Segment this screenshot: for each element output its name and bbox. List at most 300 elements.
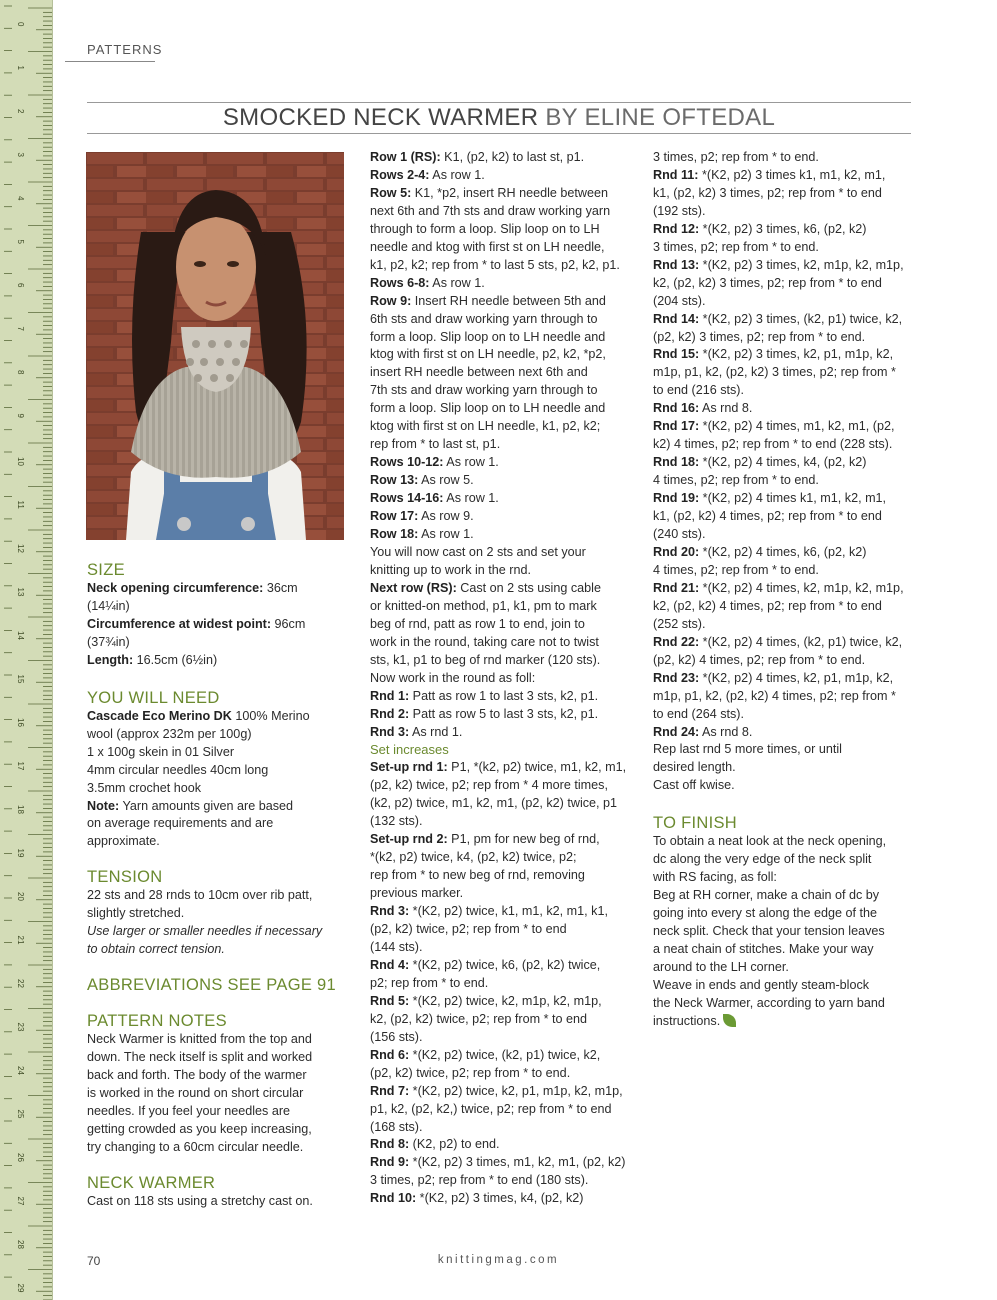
instruction-line xyxy=(370,1119,634,1137)
instruction-line xyxy=(370,400,634,418)
instruction-line xyxy=(370,706,634,724)
ruler-label: 16 xyxy=(16,718,25,727)
instruction-line xyxy=(370,203,634,221)
instruction-line xyxy=(370,921,634,939)
line-label: Rnd 22: xyxy=(653,634,700,649)
instruction-line xyxy=(370,670,634,688)
line-text: k2, (p2, k2) 3 times, p2; rep from * to end xyxy=(653,275,882,290)
instruction-line xyxy=(370,724,634,742)
ruler-label: 4 xyxy=(16,196,25,201)
materials-line xyxy=(87,833,349,851)
instruction-line xyxy=(370,885,634,903)
instruction-line xyxy=(653,508,915,526)
section-tag-rule xyxy=(65,61,155,62)
line-label: Rnd 16: xyxy=(653,401,700,416)
tension-line: 22 sts and 28 rnds to 10cm over rib patt, xyxy=(87,888,313,903)
line-text: Cast on 2 sts using cable xyxy=(456,580,601,595)
line-text: on average requirements and are xyxy=(87,816,274,831)
line-text: (240 sts). xyxy=(653,527,706,542)
instruction-line xyxy=(370,616,634,634)
materials-line xyxy=(87,815,349,833)
line-label: Rnd 15: xyxy=(653,347,700,362)
pattern-notes-text xyxy=(87,1031,349,1157)
instruction-line xyxy=(370,1029,634,1047)
line-text: 16.5cm (6½in) xyxy=(133,652,218,667)
instruction-line xyxy=(370,1190,634,1208)
line-text: beg of rnd, patt as row 1 to end, join to xyxy=(370,616,585,631)
line-label: Rnd 24: xyxy=(653,724,700,739)
line-text: (k2, p2) twice, m1, k2, m1, (p2, k2) twice, p1 xyxy=(370,796,618,811)
tension-note-line: to obtain correct tension. xyxy=(87,942,225,957)
finish-line: the Neck Warmer, according to yarn band xyxy=(653,995,885,1010)
materials-line xyxy=(87,798,349,816)
instruction-line xyxy=(653,257,915,275)
instruction-line xyxy=(370,1136,634,1154)
line-label: Rnd 13: xyxy=(653,257,700,272)
line-text: k2) 4 times, p2; rep from * to end (228 sts). xyxy=(653,437,893,452)
instruction-line xyxy=(653,418,915,436)
ruler-label: 17 xyxy=(16,761,25,771)
ruler-label: 7 xyxy=(16,326,25,331)
instruction-line xyxy=(653,598,915,616)
size-line xyxy=(87,652,349,670)
instruction-line xyxy=(370,185,634,203)
instruction-line xyxy=(370,436,634,454)
line-text: Now work in the round as foll: xyxy=(370,670,536,685)
line-text: (p2, k2) twice, p2; rep from * 4 more times, xyxy=(370,778,608,793)
instruction-line xyxy=(370,759,634,777)
instruction-line xyxy=(653,634,915,652)
instruction-line xyxy=(370,221,634,239)
instruction-line xyxy=(653,221,915,239)
line-text: 3.5mm crochet hook xyxy=(87,780,202,795)
line-text: (p2, k2) twice, p2; rep from * to end. xyxy=(370,1065,571,1080)
ruler-edge xyxy=(52,0,53,1300)
instruction-line xyxy=(653,777,915,795)
line-text: 4 times, p2; rep from * to end. xyxy=(653,473,819,488)
line-label: Row 9: xyxy=(370,293,412,308)
line-text: k2, (p2, k2) twice, p2; rep from * to end xyxy=(370,1011,587,1026)
ruler-label: 2 xyxy=(16,109,25,114)
ruler-label: 9 xyxy=(16,413,25,418)
instruction-line xyxy=(653,382,915,400)
instruction-line xyxy=(370,795,634,813)
line-text: 36cm xyxy=(263,581,298,595)
instruction-line xyxy=(653,167,915,185)
line-text: *(K2, p2) 3 times, k4, (p2, k2) xyxy=(416,1191,584,1206)
ruler-label: 21 xyxy=(16,935,25,945)
instruction-line xyxy=(370,382,634,400)
model-photo xyxy=(86,152,344,540)
line-text: (K2, p2) to end. xyxy=(409,1137,500,1152)
line-text: p1, k2, (p2, k2,) twice, p2; rep from * to end xyxy=(370,1101,612,1116)
ruler-label: 25 xyxy=(16,1109,25,1119)
line-text: (132 sts). xyxy=(370,814,423,829)
line-text: 6th sts and draw working yarn through to xyxy=(370,311,598,326)
line-text: *(K2, p2) 3 times, k2, p1, m1p, k2, xyxy=(699,347,894,362)
size-line xyxy=(87,598,349,616)
line-text: As rnd 8. xyxy=(699,724,753,739)
line-text: (204 sts). xyxy=(653,293,706,308)
line-label: Rows 14-16: xyxy=(370,491,444,506)
line-label: Length: xyxy=(87,652,134,667)
line-label: Rnd 10: xyxy=(370,1191,417,1206)
instruction-line xyxy=(370,526,634,544)
neck-warmer-heading: NECK WARMER xyxy=(87,1173,216,1192)
line-text: m1p, p1, k2, (p2, k2) 4 times, p2; rep from * xyxy=(653,688,896,703)
line-text: approximate. xyxy=(87,834,160,849)
tension-line: slightly stretched. xyxy=(87,906,185,921)
instruction-line xyxy=(370,1083,634,1101)
instruction-line xyxy=(370,1154,634,1172)
materials-line xyxy=(87,708,349,726)
line-text: As row 1. xyxy=(429,275,485,290)
line-label: Rnd 23: xyxy=(653,670,700,685)
instruction-line xyxy=(370,993,634,1011)
instruction-line xyxy=(653,203,915,221)
line-label: Row 13: xyxy=(370,473,419,488)
line-text: You will now cast on 2 sts and set your xyxy=(370,544,586,559)
ruler-label: 12 xyxy=(16,544,25,553)
instruction-line xyxy=(653,293,915,311)
instruction-line xyxy=(653,724,915,742)
line-label: Rows 2-4: xyxy=(370,167,430,182)
instruction-line xyxy=(370,364,634,382)
line-text: 1 x 100g skein in 01 Silver xyxy=(87,744,235,759)
line-text: previous marker. xyxy=(370,886,464,901)
line-label: Rnd 4: xyxy=(370,957,410,972)
line-label: Rnd 19: xyxy=(653,491,700,506)
ruler-label: 29 xyxy=(16,1283,25,1293)
line-text: insert RH needle between next 6th and xyxy=(370,365,588,380)
ruler-label: 27 xyxy=(16,1196,25,1206)
instruction-line xyxy=(653,580,915,598)
instruction-line xyxy=(370,472,634,490)
line-text: *(K2, p2) 3 times, k6, (p2, k2) xyxy=(699,221,867,236)
instruction-line xyxy=(653,436,915,454)
line-text: Cast off kwise. xyxy=(653,778,735,793)
ruler-label: 11 xyxy=(16,500,25,509)
instruction-line xyxy=(653,149,915,167)
instruction-line xyxy=(370,1047,634,1065)
instruction-line xyxy=(370,1101,634,1119)
tension-text xyxy=(87,887,349,959)
title-main: SMOCKED NECK WARMER xyxy=(222,104,539,131)
pattern-notes-heading: PATTERN NOTES xyxy=(87,1012,227,1031)
instructions-right xyxy=(653,149,915,795)
instruction-line xyxy=(653,400,915,418)
size-list xyxy=(87,580,349,670)
line-label: Next row (RS): xyxy=(370,580,457,595)
line-label: Circumference at widest point: xyxy=(87,616,272,631)
instruction-line xyxy=(370,580,634,598)
ruler-ticks xyxy=(0,0,52,1300)
instruction-line xyxy=(653,616,915,634)
instruction-line xyxy=(653,185,915,203)
size-line xyxy=(87,634,349,652)
line-text: form a loop. Slip loop on to LH needle and xyxy=(370,329,606,344)
instruction-line xyxy=(653,759,915,777)
line-text: p2; rep from * to end. xyxy=(370,975,489,990)
instruction-line xyxy=(370,239,634,257)
instruction-line xyxy=(653,562,915,580)
ruler-label: 26 xyxy=(16,1153,25,1162)
instruction-line xyxy=(653,670,915,688)
subheading: Set increases xyxy=(370,742,449,758)
ruler-label: 24 xyxy=(16,1066,25,1075)
instruction-line xyxy=(653,652,915,670)
instruction-line xyxy=(370,275,634,293)
instruction-line xyxy=(370,167,634,185)
line-text: As row 9. xyxy=(418,509,474,524)
ruler-label: 14 xyxy=(16,631,25,640)
tension-note-line: Use larger or smaller needles if necessary xyxy=(87,924,323,939)
line-text: As row 1. xyxy=(443,455,499,470)
ruler-label: 6 xyxy=(16,283,25,288)
instruction-line xyxy=(653,454,915,472)
line-text: *(K2, p2) twice, (k2, p1) twice, k2, xyxy=(409,1047,601,1062)
line-text: form a loop. Slip loop on to LH needle and xyxy=(370,401,606,416)
instruction-line xyxy=(653,275,915,293)
instruction-line xyxy=(370,975,634,993)
line-text: (156 sts). xyxy=(370,1029,423,1044)
leaf-end-icon xyxy=(723,1014,736,1027)
instruction-line xyxy=(370,544,634,562)
line-text: Insert RH needle between 5th and xyxy=(411,293,606,308)
line-text: *(K2, p2) 4 times, k2, p1, m1p, k2, xyxy=(699,670,894,685)
instruction-line xyxy=(370,329,634,347)
line-text: or knitted-on method, p1, k1, pm to mark xyxy=(370,598,597,613)
line-text: *(K2, p2) 3 times, m1, k2, m1, (p2, k2) xyxy=(409,1155,626,1170)
finish-line: instructions. xyxy=(653,1013,915,1031)
materials-line xyxy=(87,726,349,744)
model-photo-illustration xyxy=(86,152,344,540)
line-text: *(K2, p2) 4 times, k4, (p2, k2) xyxy=(699,455,867,470)
line-text: *(K2, p2) twice, k2, p1, m1p, k2, m1p, xyxy=(409,1083,623,1098)
finish-line: Weave in ends and gently steam-block xyxy=(653,977,870,992)
ruler-label: 28 xyxy=(16,1240,25,1249)
line-text: (252 sts). xyxy=(653,616,706,631)
line-text: (192 sts). xyxy=(653,203,706,218)
notes-line: try changing to a 60cm circular needle. xyxy=(87,1139,304,1154)
ruler-label: 13 xyxy=(16,587,25,597)
line-label: Rnd 8: xyxy=(370,1137,410,1152)
line-text: Patt as row 5 to last 3 sts, k2, p1. xyxy=(409,706,599,721)
line-text: *(K2, p2) 3 times k1, m1, k2, m1, xyxy=(698,167,886,182)
line-text: As row 1. xyxy=(443,491,499,506)
line-text: *(K2, p2) twice, k2, m1p, k2, m1p, xyxy=(409,993,602,1008)
instruction-line xyxy=(370,867,634,885)
line-label: Neck opening circumference: xyxy=(87,581,264,595)
instruction-line xyxy=(370,903,634,921)
line-label: Set-up rnd 2: xyxy=(370,832,448,847)
to-finish-heading: TO FINISH xyxy=(653,814,737,833)
line-text: Rep last rnd 5 more times, or until xyxy=(653,742,842,757)
line-text: wool (approx 232m per 100g) xyxy=(87,726,252,741)
title-author: BY ELINE OFTEDAL xyxy=(538,104,776,131)
line-text: to end (264 sts). xyxy=(653,706,745,721)
ruler-label: 8 xyxy=(16,370,25,375)
line-text: k2, (p2, k2) 4 times, p2; rep from * to end xyxy=(653,598,882,613)
line-text: through to form a loop. Slip loop on to LH xyxy=(370,221,600,236)
size-heading: SIZE xyxy=(87,561,125,579)
line-text: rep from * to last st, p1. xyxy=(370,437,501,452)
line-label: Rnd 1: xyxy=(370,688,410,703)
instruction-line xyxy=(653,688,915,706)
finish-line: a neat chain of stitches. Make your way xyxy=(653,942,874,957)
line-text: work in the round, taking care not to twist xyxy=(370,634,599,649)
line-text: (14¼in) xyxy=(87,598,130,613)
column-middle xyxy=(370,149,634,1208)
materials-list xyxy=(87,708,349,852)
line-text: m1p, p1, k2, (p2, k2) 3 times, p2; rep from * xyxy=(653,365,896,380)
line-text: needle and ktog with first st on LH needle, xyxy=(370,239,605,254)
instruction-line xyxy=(370,813,634,831)
line-text: K1, (p2, k2) to last st, p1. xyxy=(440,150,585,164)
line-text: 4mm circular needles 40cm long xyxy=(87,762,269,777)
column-right xyxy=(653,149,915,1031)
line-text: Patt as row 1 to last 3 sts, k2, p1. xyxy=(409,688,599,703)
size-line xyxy=(87,616,349,634)
ruler-label: 19 xyxy=(16,848,25,858)
line-label: Rnd 7: xyxy=(370,1083,410,1098)
line-text: K1, *p2, insert RH needle between xyxy=(411,185,609,200)
line-label: Rnd 20: xyxy=(653,544,700,559)
instruction-line xyxy=(653,490,915,508)
line-text: (168 sts). xyxy=(370,1119,423,1134)
line-text: *(K2, p2) 4 times, m1, k2, m1, (p2, xyxy=(699,419,895,434)
ruler-label: 15 xyxy=(16,674,25,684)
column-left xyxy=(87,560,349,1211)
line-text: rep from * to new beg of rnd, removing xyxy=(370,868,585,883)
line-text: As row 1. xyxy=(418,527,474,542)
ruler-label: 22 xyxy=(16,979,25,988)
line-label: Rnd 6: xyxy=(370,1047,410,1062)
line-text: (37¾in) xyxy=(87,634,130,649)
line-text: 100% Merino xyxy=(231,708,310,723)
website-url: knittingmag.com xyxy=(437,1254,560,1266)
instruction-line xyxy=(370,831,634,849)
instruction-line xyxy=(653,364,915,382)
measuring-ruler xyxy=(0,0,52,1300)
line-label: Rows 6-8: xyxy=(370,275,430,290)
section-tag: PATTERNS xyxy=(87,42,163,57)
notes-line: back and forth. The body of the warmer xyxy=(87,1068,307,1083)
line-label: Rnd 17: xyxy=(653,419,700,434)
finish-line: dc along the very edge of the neck split xyxy=(653,852,872,867)
line-text: k1, p2, k2; rep from * to last 5 sts, p2, k2, p1. xyxy=(370,257,620,272)
notes-line: is worked in the round on short circular xyxy=(87,1086,304,1101)
line-text: ktog with first st on LH needle, p2, k2, *p2, xyxy=(370,347,606,362)
line-text: 3 times, p2; rep from * to end. xyxy=(653,239,819,254)
line-text: As rnd 1. xyxy=(409,724,463,739)
instruction-line xyxy=(370,562,634,580)
line-text: (144 sts). xyxy=(370,939,423,954)
line-label: Rnd 11: xyxy=(653,167,699,182)
finish-line: Beg at RH corner, make a chain of dc by xyxy=(653,888,880,903)
title-rule-top xyxy=(87,102,911,103)
line-text: *(K2, p2) 4 times, k6, (p2, k2) xyxy=(699,544,867,559)
line-text: ktog with first st on LH needle, k1, p2, k2; xyxy=(370,419,601,434)
instruction-line xyxy=(370,777,634,795)
line-text: to end (216 sts). xyxy=(653,383,745,398)
line-label: Row 5: xyxy=(370,185,412,200)
neck-line: Cast on 118 sts using a stretchy cast on. xyxy=(87,1193,313,1208)
instruction-line xyxy=(653,311,915,329)
notes-line: Neck Warmer is knitted from the top and xyxy=(87,1032,312,1047)
line-text: (p2, k2) 4 times, p2; rep from * to end. xyxy=(653,652,866,667)
instruction-line xyxy=(653,472,915,490)
instruction-line xyxy=(370,849,634,867)
line-label: Set-up rnd 1: xyxy=(370,760,448,775)
notes-line: down. The neck itself is split and worked xyxy=(87,1050,313,1065)
line-label: Cascade Eco Merino DK xyxy=(87,708,232,723)
instruction-line xyxy=(370,634,634,652)
ruler-label: 3 xyxy=(16,152,25,157)
instructions-middle xyxy=(370,149,634,1208)
line-text: As rnd 8. xyxy=(699,401,753,416)
line-text: P1, pm for new beg of rnd, xyxy=(447,832,600,847)
line-text: (p2, k2) twice, p2; rep from * to end xyxy=(370,922,567,937)
finish-line: with RS facing, as foll: xyxy=(653,870,777,885)
instruction-line xyxy=(370,598,634,616)
instruction-line xyxy=(370,346,634,364)
instruction-line xyxy=(653,329,915,347)
line-text: *(K2, p2) 4 times, k2, m1p, k2, m1p, xyxy=(699,580,904,595)
materials-line xyxy=(87,762,349,780)
instruction-line xyxy=(370,149,634,167)
instruction-line xyxy=(370,257,634,275)
line-label: Rnd 3: xyxy=(370,904,410,919)
instruction-line xyxy=(653,706,915,724)
line-label: Note: xyxy=(87,798,120,813)
line-text: *(k2, p2) twice, k4, (p2, k2) twice, p2; xyxy=(370,850,577,865)
line-text: 96cm xyxy=(271,616,306,631)
line-text: 3 times, p2; rep from * to end (180 sts). xyxy=(370,1173,589,1188)
instruction-line xyxy=(370,418,634,436)
materials-line xyxy=(87,780,349,798)
line-label: Row 1 (RS): xyxy=(370,150,441,164)
line-text: As row 5. xyxy=(418,473,474,488)
line-text: next 6th and 7th sts and draw working yarn xyxy=(370,203,611,218)
line-text: k1, (p2, k2) 3 times, p2; rep from * to end xyxy=(653,185,882,200)
line-text: Yarn amounts given are based xyxy=(119,798,294,813)
you-will-need-heading: YOU WILL NEED xyxy=(87,688,220,707)
notes-line: getting crowded as you keep increasing, xyxy=(87,1121,312,1136)
line-label: Row 18: xyxy=(370,527,419,542)
line-text: *(K2, p2) 3 times, (k2, p1) twice, k2, xyxy=(699,311,903,326)
line-text: 7th sts and draw working yarn through to xyxy=(370,383,598,398)
finish-line: To obtain a neat look at the neck opening, xyxy=(653,834,887,849)
ruler-label: 5 xyxy=(16,239,25,244)
instruction-line xyxy=(370,1065,634,1083)
instruction-line xyxy=(653,346,915,364)
ruler-label: 18 xyxy=(16,805,25,814)
instruction-line xyxy=(653,239,915,257)
finish-line: going into every st along the edge of the xyxy=(653,906,878,921)
line-text: *(K2, p2) 4 times k1, m1, k2, m1, xyxy=(699,491,887,506)
materials-line xyxy=(87,744,349,762)
line-text: P1, *(k2, p2) twice, m1, k2, m1, xyxy=(447,760,627,775)
line-label: Rnd 12: xyxy=(653,221,700,236)
instruction-line xyxy=(653,544,915,562)
instruction-line xyxy=(370,652,634,670)
line-text: *(K2, p2) 3 times, k2, m1p, k2, m1p, xyxy=(699,257,904,272)
neck-warmer-text xyxy=(87,1193,349,1211)
title-rule-bottom xyxy=(87,133,911,134)
line-label: Rnd 9: xyxy=(370,1155,410,1170)
instruction-line xyxy=(653,526,915,544)
